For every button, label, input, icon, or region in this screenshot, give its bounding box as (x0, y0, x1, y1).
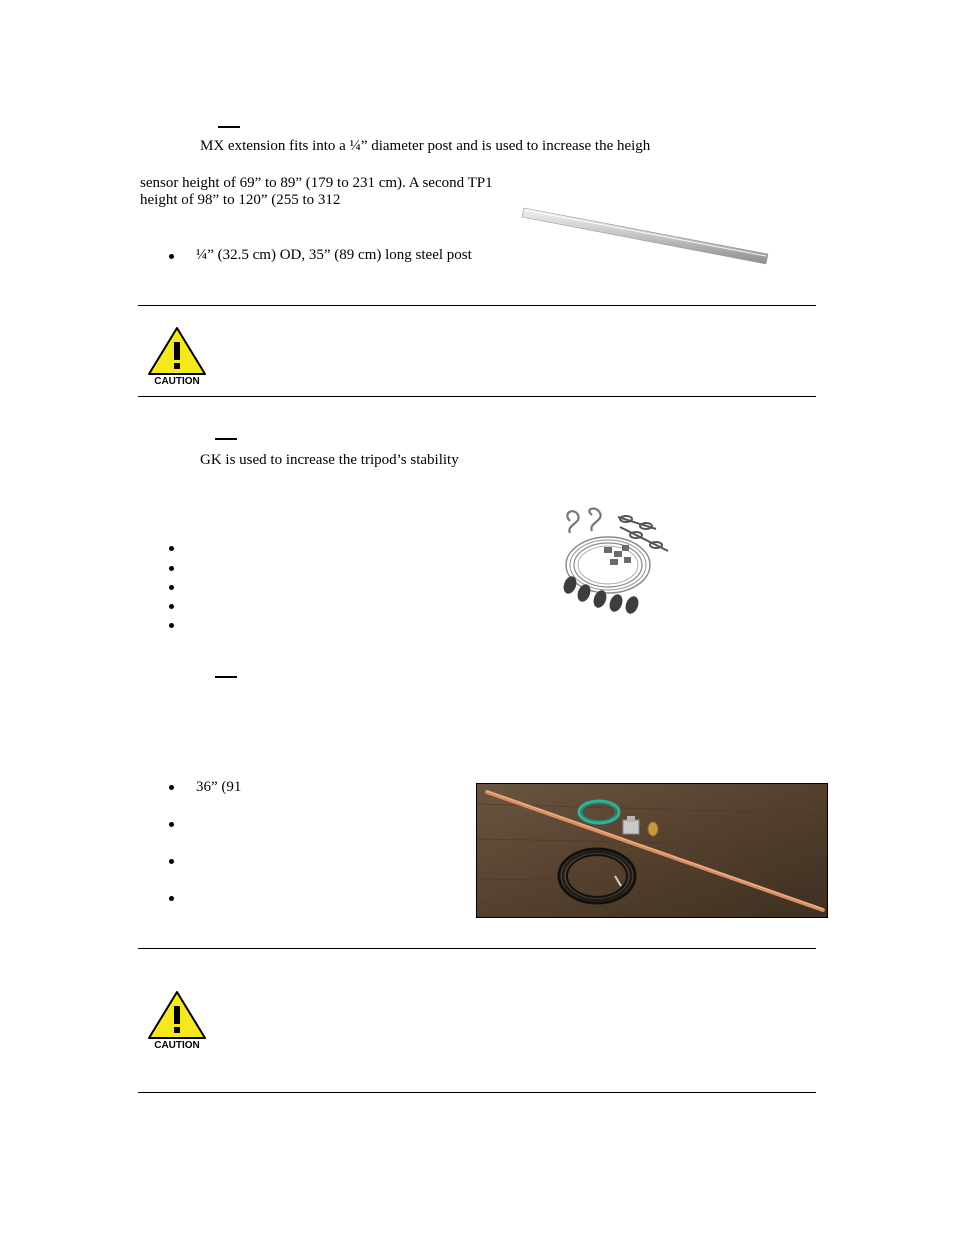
section2-intro: GK is used to increase the tripod’s stability (200, 452, 459, 468)
section1-line3: height of 98” to 120” (255 to 312 (140, 192, 341, 208)
bullet-dot (169, 623, 174, 628)
heading-dash (215, 438, 237, 440)
divider (138, 1092, 816, 1093)
divider (138, 948, 816, 949)
guy-kit-image (556, 507, 674, 619)
caution-icon (146, 326, 208, 388)
divider (138, 305, 816, 306)
section1-intro: MX extension fits into a ¼” diameter post and is used to increase the heigh (200, 138, 651, 154)
grounding-kit-image (476, 783, 828, 918)
caution-icon (146, 990, 208, 1052)
bullet-dot (169, 604, 174, 609)
divider (138, 396, 816, 397)
steel-post-image (520, 198, 772, 270)
heading-dash (215, 676, 237, 678)
section3-bullet-1: 36” (91 (196, 779, 242, 795)
heading-dash (218, 126, 240, 128)
section1-line2: sensor height of 69” to 89” (179 to 231 cm). A second TP1 (140, 175, 493, 191)
bullet-dot (169, 896, 174, 901)
bullet-dot (169, 785, 174, 790)
caution-label: CAUTION (154, 1040, 200, 1051)
bullet-dot (169, 566, 174, 571)
bullet-dot (169, 822, 174, 827)
bullet-dot (169, 254, 174, 259)
bullet-dot (169, 585, 174, 590)
section1-bullet-1: ¼” (32.5 cm) OD, 35” (89 cm) long steel post (196, 247, 472, 263)
bullet-dot (169, 859, 174, 864)
caution-label: CAUTION (154, 376, 200, 387)
bullet-dot (169, 546, 174, 551)
